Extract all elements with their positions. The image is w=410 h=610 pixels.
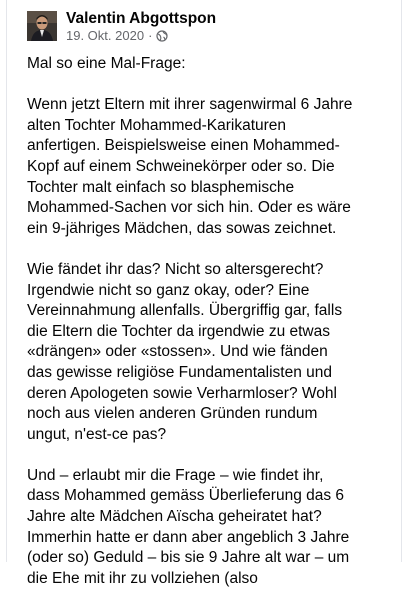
globe-icon[interactable]	[156, 30, 168, 42]
post-header	[27, 8, 216, 44]
post-paragraph-3: Wie fändet ihr das? Nicht so altersgerecht? Irgendwie nicht so ganz okay, oder? Eine Vereinnahmung allenfalls. Übergriffig gar, falls die Eltern die Tochter da irgendwie zu etwas «drängen» oder «stossen». Und wie fänden das gewisse religiöse Fundamentalisten und deren Apologeten sowie Verharmloser? Wohl noch aus vielen anderen Gründen rundum ungut, n'est-ce pas?	[27, 260, 343, 443]
separator-dot: ·	[148, 27, 153, 43]
post-timestamp[interactable]: 19. Okt. 2020	[66, 27, 145, 43]
avatar[interactable]	[27, 11, 57, 41]
post-paragraph-2: Wenn jetzt Eltern mit ihrer sagenwirmal 6 Jahre alten Tochter Mohammed-Karikaturen anfertigen. Beispielsweise einen Mohammed- Kopf auf einem Schweinekörper oder so. Die Tochter malt einfach so blasphemische Mohammed-Sachen vor sich hin. Oder es wäre ein 9-jähriges Mädchen, das sowas zeichnet.	[27, 96, 353, 237]
post-subline	[66, 28, 216, 44]
post-body	[27, 54, 407, 610]
avatar-image	[27, 11, 57, 41]
post-paragraph-4: Und – erlaubt mir die Frage – wie findet ihr, dass Mohammed gemäss Überlieferung das 6 Jahre alte Mädchen Aïscha geheiratet hat? Immerhin hatte er dann aber angeblich 3 Jahre (oder so) Geduld – bis sie 9 Jahre alt war – um die Ehe mit ihr zu vollziehen (also	[27, 466, 350, 587]
post-paragraph-1: Mal so eine Mal-Frage:	[27, 55, 186, 72]
author-name[interactable]: Valentin Abgottspon	[66, 9, 217, 27]
post-meta	[66, 9, 216, 44]
post-card	[6, 0, 402, 587]
